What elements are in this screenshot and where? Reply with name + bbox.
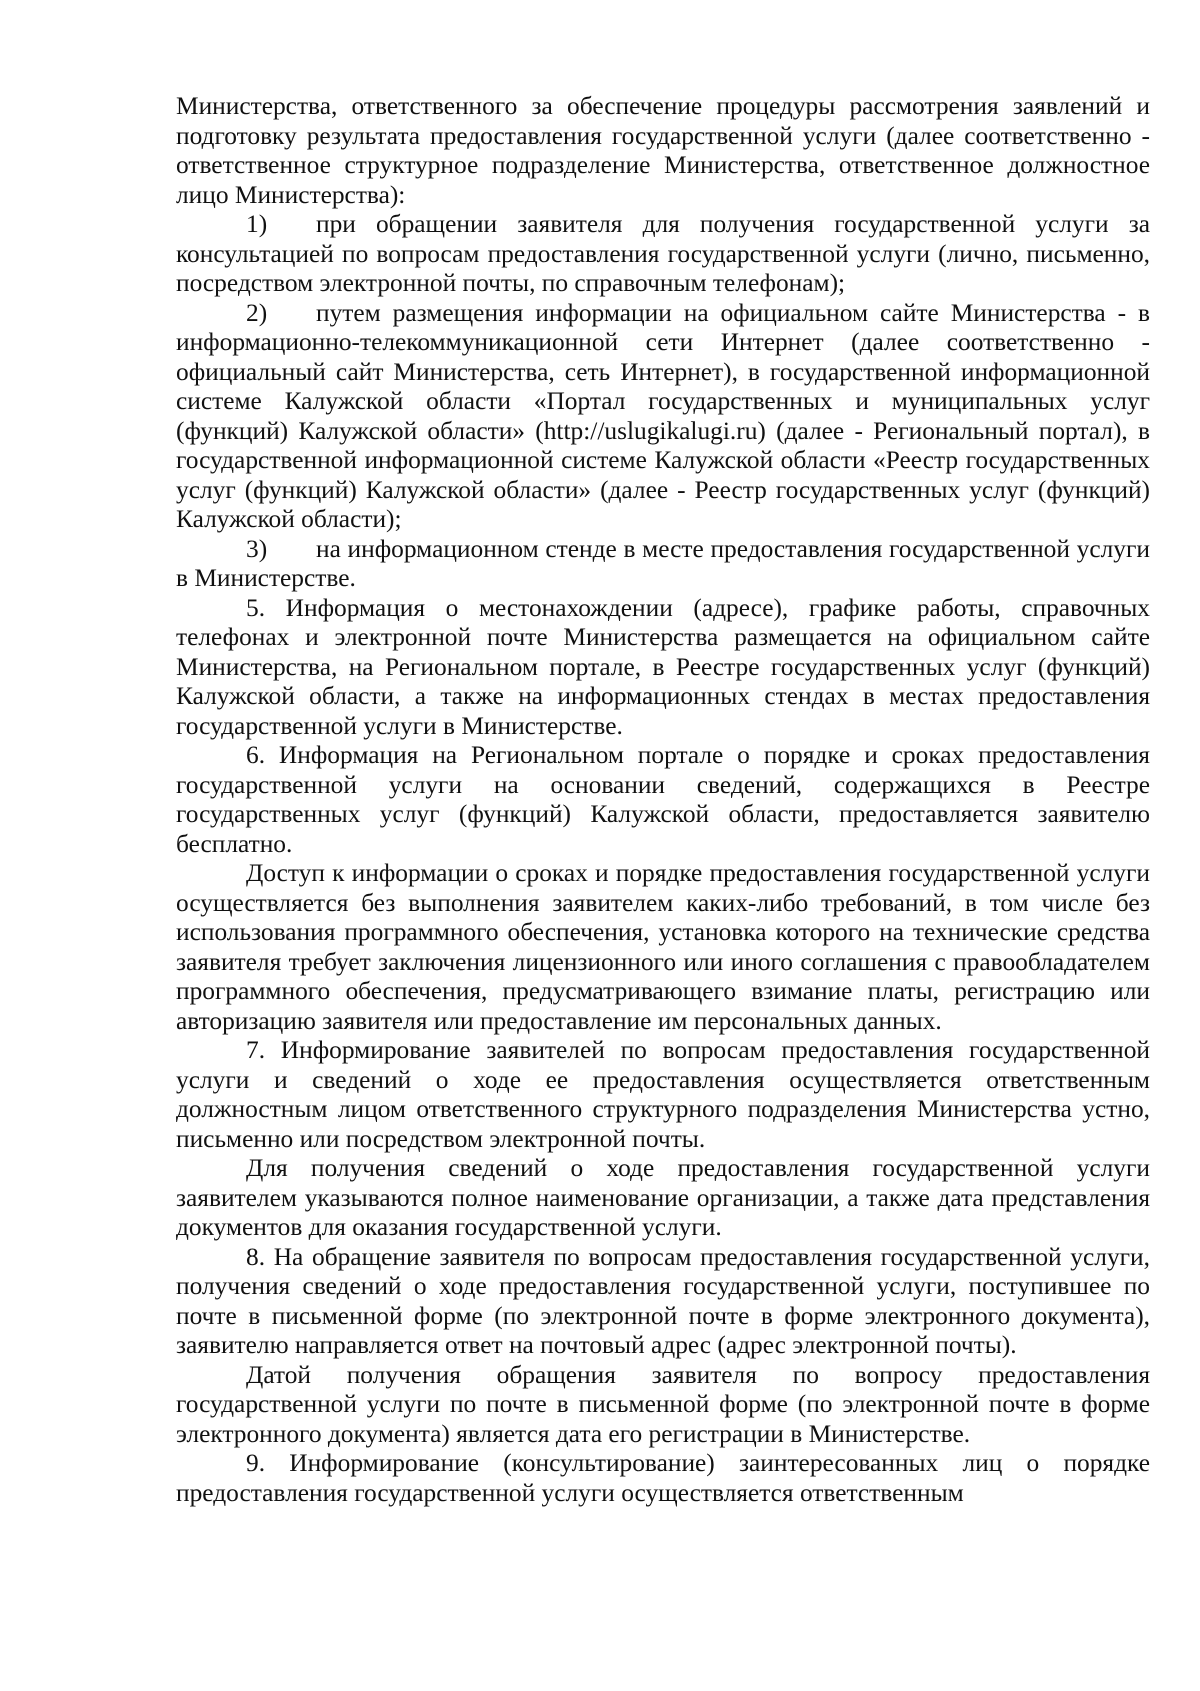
list-item-text: при обращении заявителя для получения государственной услуги за консультацией по вопросам предоставления государственной услуги (лично, письменно, посредством электронной почты, по справочным телефонам); — [176, 210, 1150, 297]
list-item-number: 1) — [246, 210, 268, 238]
document-body — [176, 92, 1150, 1508]
paragraph-8: 8. На обращение заявителя по вопросам предоставления государственной услуги, получения сведений о ходе предоставления государственной услуги, поступившее по почте в письменной форме (по электронной почте в форме электронного документа), заявителю направляется ответ на почтовый адрес (адрес электронной почты). — [176, 1242, 1150, 1359]
paragraph-5: 5. Информация о местонахождении (адресе), графике работы, справочных телефонах и электронной почте Министерства размещается на официальном сайте Министерства, на Региональном портале, в Реестре государственных услуг (функций) Калужской области, а также на информационных стендах в местах предоставления государственной услуги в Министерстве. — [176, 593, 1150, 740]
paragraph-access: Доступ к информации о сроках и порядке предоставления государственной услуги осуществляется без выполнения заявителем каких-либо требований, в том числе без использования программного обеспечения, установка которого на технические средства заявителя требует заключения лицензионного или иного соглашения с правообладателем программного обеспечения, предусматривающего взимание платы, регистрацию или авторизацию заявителя или предоставление им персональных данных. — [176, 859, 1150, 1035]
list-item-text: на информационном стенде в месте предоставления государственной услуги в Министерстве. — [176, 534, 1150, 592]
paragraph-receipt-date: Датой получения обращения заявителя по вопросу предоставления государственной услуги по почте в письменной форме (по электронной почте в форме электронного документа) является дата его регистрации в Министерстве. — [176, 1360, 1150, 1448]
list-item-text: путем размещения информации на официальном сайте Министерства - в информационно-телекоммуникационной сети Интернет (далее соответственно - официальный сайт Министерства, сеть Интернет), в государственной информационной системе Калужской области «Портал государственных и муниципальных услуг (функций) Калужской области» (http://uslugikalugi.ru) (далее - Региональный портал), в государственной информационной системе Калужской области «Реестр государственных услуг (функций) Калужской области» (далее - Реестр государственных услуг (функций) Калужской области); — [176, 298, 1150, 533]
paragraph-intro: Министерства, ответственного за обеспечение процедуры рассмотрения заявлений и подготовку результата предоставления государственной услуги (далее соответственно - ответственное структурное подразделение Министерства, ответственное должностное лицо Министерства): — [176, 92, 1150, 209]
paragraph-7: 7. Информирование заявителей по вопросам предоставления государственной услуги и сведений о ходе ее предоставления осуществляется ответственным должностным лицом ответственного структурного подразделения Министерства устно, письменно или посредством электронной почты. — [176, 1036, 1150, 1153]
list-item-3 — [176, 535, 1150, 594]
paragraph-6: 6. Информация на Региональном портале о порядке и сроках предоставления государственной услуги на основании сведений, содержащихся в Реестре государственных услуг (функций) Калужской области, предоставляется заявителю бесплатно. — [176, 741, 1150, 858]
list-item-number: 3) — [246, 534, 268, 563]
paragraph-9: 9. Информирование (консультирование) заинтересованных лиц о порядке предоставления государственной услуги осуществляется ответственным — [176, 1449, 1150, 1507]
list-item-2 — [176, 299, 1150, 535]
paragraph-status-info: Для получения сведений о ходе предоставления государственной услуги заявителем указываются полное наименование организации, а также дата представления документов для оказания государственной услуги. — [176, 1154, 1150, 1241]
list-item-1 — [176, 210, 1150, 299]
list-item-number: 2) — [246, 298, 268, 327]
